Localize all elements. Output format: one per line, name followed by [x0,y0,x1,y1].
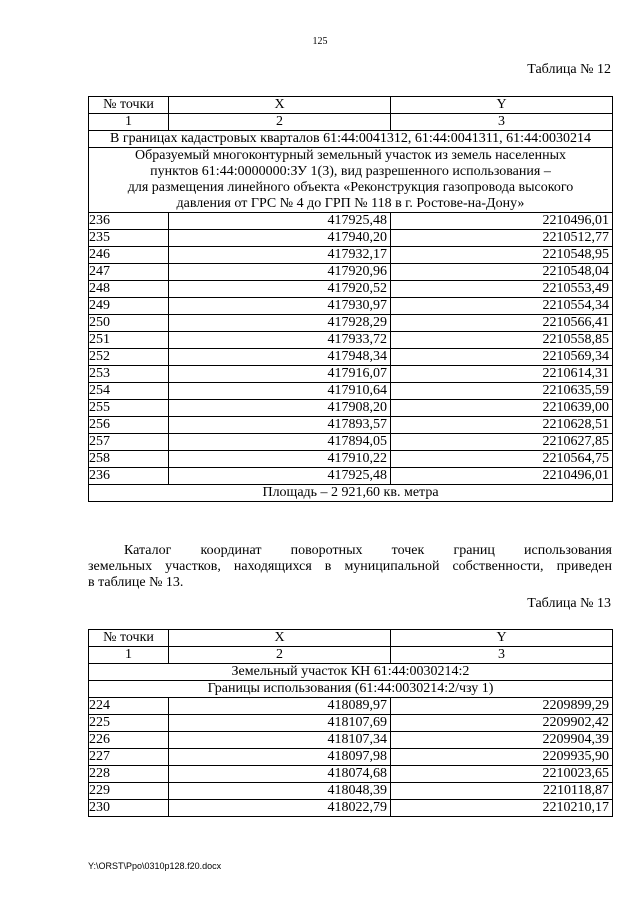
table-13-caption: Таблица № 13 [527,596,611,611]
point-cell: 252 [89,349,169,366]
paragraph-word: границ [453,543,495,558]
table-row [89,247,613,264]
table-row [89,732,613,749]
table-row [89,766,613,783]
paragraph-word: Каталог [124,543,172,558]
y-cell: 2210496,01 [391,213,613,230]
header-x: X [169,97,391,114]
column-number: 3 [391,114,613,131]
paragraph-line [88,543,612,559]
y-cell: 2210512,77 [391,230,613,247]
x-cell: 417933,72 [169,332,391,349]
x-cell: 417920,52 [169,281,391,298]
point-cell: 230 [89,800,169,817]
description-line: Образуемый многоконтурный земельный участок из земель населенных [134,148,566,163]
point-cell: 229 [89,783,169,800]
header-y: Y [391,630,613,647]
paragraph-line [88,559,612,575]
point-cell: 249 [89,298,169,315]
point-cell: 236 [89,468,169,485]
x-cell: 417893,57 [169,417,391,434]
table-row [89,315,613,332]
paragraph-word: находящихся [233,559,312,574]
table-row [89,800,613,817]
table-row [89,417,613,434]
x-cell: 418074,68 [169,766,391,783]
x-cell: 417910,64 [169,383,391,400]
table-row [89,264,613,281]
y-cell: 2210558,85 [391,332,613,349]
y-cell: 2210627,85 [391,434,613,451]
paragraph-word: собственности, [452,559,544,574]
y-cell: 2210023,65 [391,766,613,783]
y-cell: 2210496,01 [391,468,613,485]
point-cell: 253 [89,366,169,383]
x-cell: 417930,97 [169,298,391,315]
page-number: 125 [312,36,328,47]
point-cell: 224 [89,698,169,715]
x-cell: 417916,07 [169,366,391,383]
point-cell: 255 [89,400,169,417]
x-cell: 417940,20 [169,230,391,247]
footer-file-path: Y:\ORST\Ppo\0310p128.f20.docx [88,861,222,871]
table-row [89,281,613,298]
x-cell: 417948,34 [169,349,391,366]
table-12 [88,96,613,502]
y-cell: 2209935,90 [391,749,613,766]
header-x: X [169,630,391,647]
column-number: 2 [169,647,391,664]
header-y: Y [391,97,613,114]
y-cell: 2209899,29 [391,698,613,715]
x-cell: 418089,97 [169,698,391,715]
point-cell: 250 [89,315,169,332]
x-cell: 418048,39 [169,783,391,800]
table-row [89,468,613,485]
y-cell: 2210566,41 [391,315,613,332]
table-row [89,783,613,800]
paragraph-word: координат [200,543,262,558]
table-row [89,749,613,766]
catalog-paragraph [88,543,612,591]
table-row [89,715,613,732]
column-number: 3 [391,647,613,664]
point-cell: 247 [89,264,169,281]
table-row [89,434,613,451]
paragraph-word: в [324,559,332,574]
point-cell: 256 [89,417,169,434]
table-row [89,366,613,383]
paragraph-word: поворотных [290,543,363,558]
y-cell: 2209904,39 [391,732,613,749]
x-cell: 417920,96 [169,264,391,281]
table-row [89,213,613,230]
header-point: № точки [89,97,169,114]
x-cell: 417894,05 [169,434,391,451]
column-number: 1 [89,114,169,131]
description-line: пунктов 61:44:0000000:ЗУ 1(3), вид разрешенного использования – [150,164,551,179]
section-land-plot: Земельный участок КН 61:44:0030214:2 [89,664,613,681]
point-cell: 257 [89,434,169,451]
point-cell: 226 [89,732,169,749]
paragraph-word: участков, [165,559,221,574]
x-cell: 418097,98 [169,749,391,766]
table-row [89,383,613,400]
paragraph-word: точек [391,543,425,558]
point-cell: 258 [89,451,169,468]
y-cell: 2210614,31 [391,366,613,383]
y-cell: 2210569,34 [391,349,613,366]
point-cell: 225 [89,715,169,732]
plot-description [89,148,613,213]
area-total: Площадь – 2 921,60 кв. метра [89,485,613,502]
x-cell: 417908,20 [169,400,391,417]
x-cell: 418022,79 [169,800,391,817]
y-cell: 2210635,59 [391,383,613,400]
table-row [89,349,613,366]
x-cell: 418107,34 [169,732,391,749]
x-cell: 417910,22 [169,451,391,468]
point-cell: 248 [89,281,169,298]
y-cell: 2210118,87 [391,783,613,800]
y-cell: 2210639,00 [391,400,613,417]
y-cell: 2210564,75 [391,451,613,468]
table-row [89,298,613,315]
table-row [89,400,613,417]
table-row [89,230,613,247]
section-cadastral-quarters: В границах кадастровых кварталов 61:44:0041312, 61:44:0041311, 61:44:0030214 [89,131,613,148]
point-cell: 251 [89,332,169,349]
y-cell: 2210210,17 [391,800,613,817]
y-cell: 2210628,51 [391,417,613,434]
table-13 [88,629,613,817]
y-cell: 2209902,42 [391,715,613,732]
x-cell: 417925,48 [169,213,391,230]
x-cell: 417925,48 [169,468,391,485]
description-line: давления от ГРС № 4 до ГРП № 118 в г. Ростове-на-Дону» [176,196,525,211]
paragraph-word: муниципальной [344,559,440,574]
point-cell: 227 [89,749,169,766]
point-cell: 236 [89,213,169,230]
x-cell: 417928,29 [169,315,391,332]
y-cell: 2210548,95 [391,247,613,264]
y-cell: 2210548,04 [391,264,613,281]
y-cell: 2210553,49 [391,281,613,298]
x-cell: 417932,17 [169,247,391,264]
paragraph-word: использования [524,543,612,558]
table-12-caption: Таблица № 12 [527,62,611,77]
paragraph-word: приведен [556,559,612,574]
table-row [89,451,613,468]
paragraph-line: в таблице № 13. [88,575,184,590]
table-row [89,698,613,715]
column-number: 1 [89,647,169,664]
description-line: для размещения линейного объекта «Реконструкция газопровода высокого [127,180,574,195]
paragraph-word: земельных [88,559,153,574]
point-cell: 246 [89,247,169,264]
column-number: 2 [169,114,391,131]
table-row [89,332,613,349]
point-cell: 228 [89,766,169,783]
point-cell: 235 [89,230,169,247]
header-point: № точки [89,630,169,647]
section-usage-boundaries: Границы использования (61:44:0030214:2/чзу 1) [89,681,613,698]
x-cell: 418107,69 [169,715,391,732]
y-cell: 2210554,34 [391,298,613,315]
point-cell: 254 [89,383,169,400]
